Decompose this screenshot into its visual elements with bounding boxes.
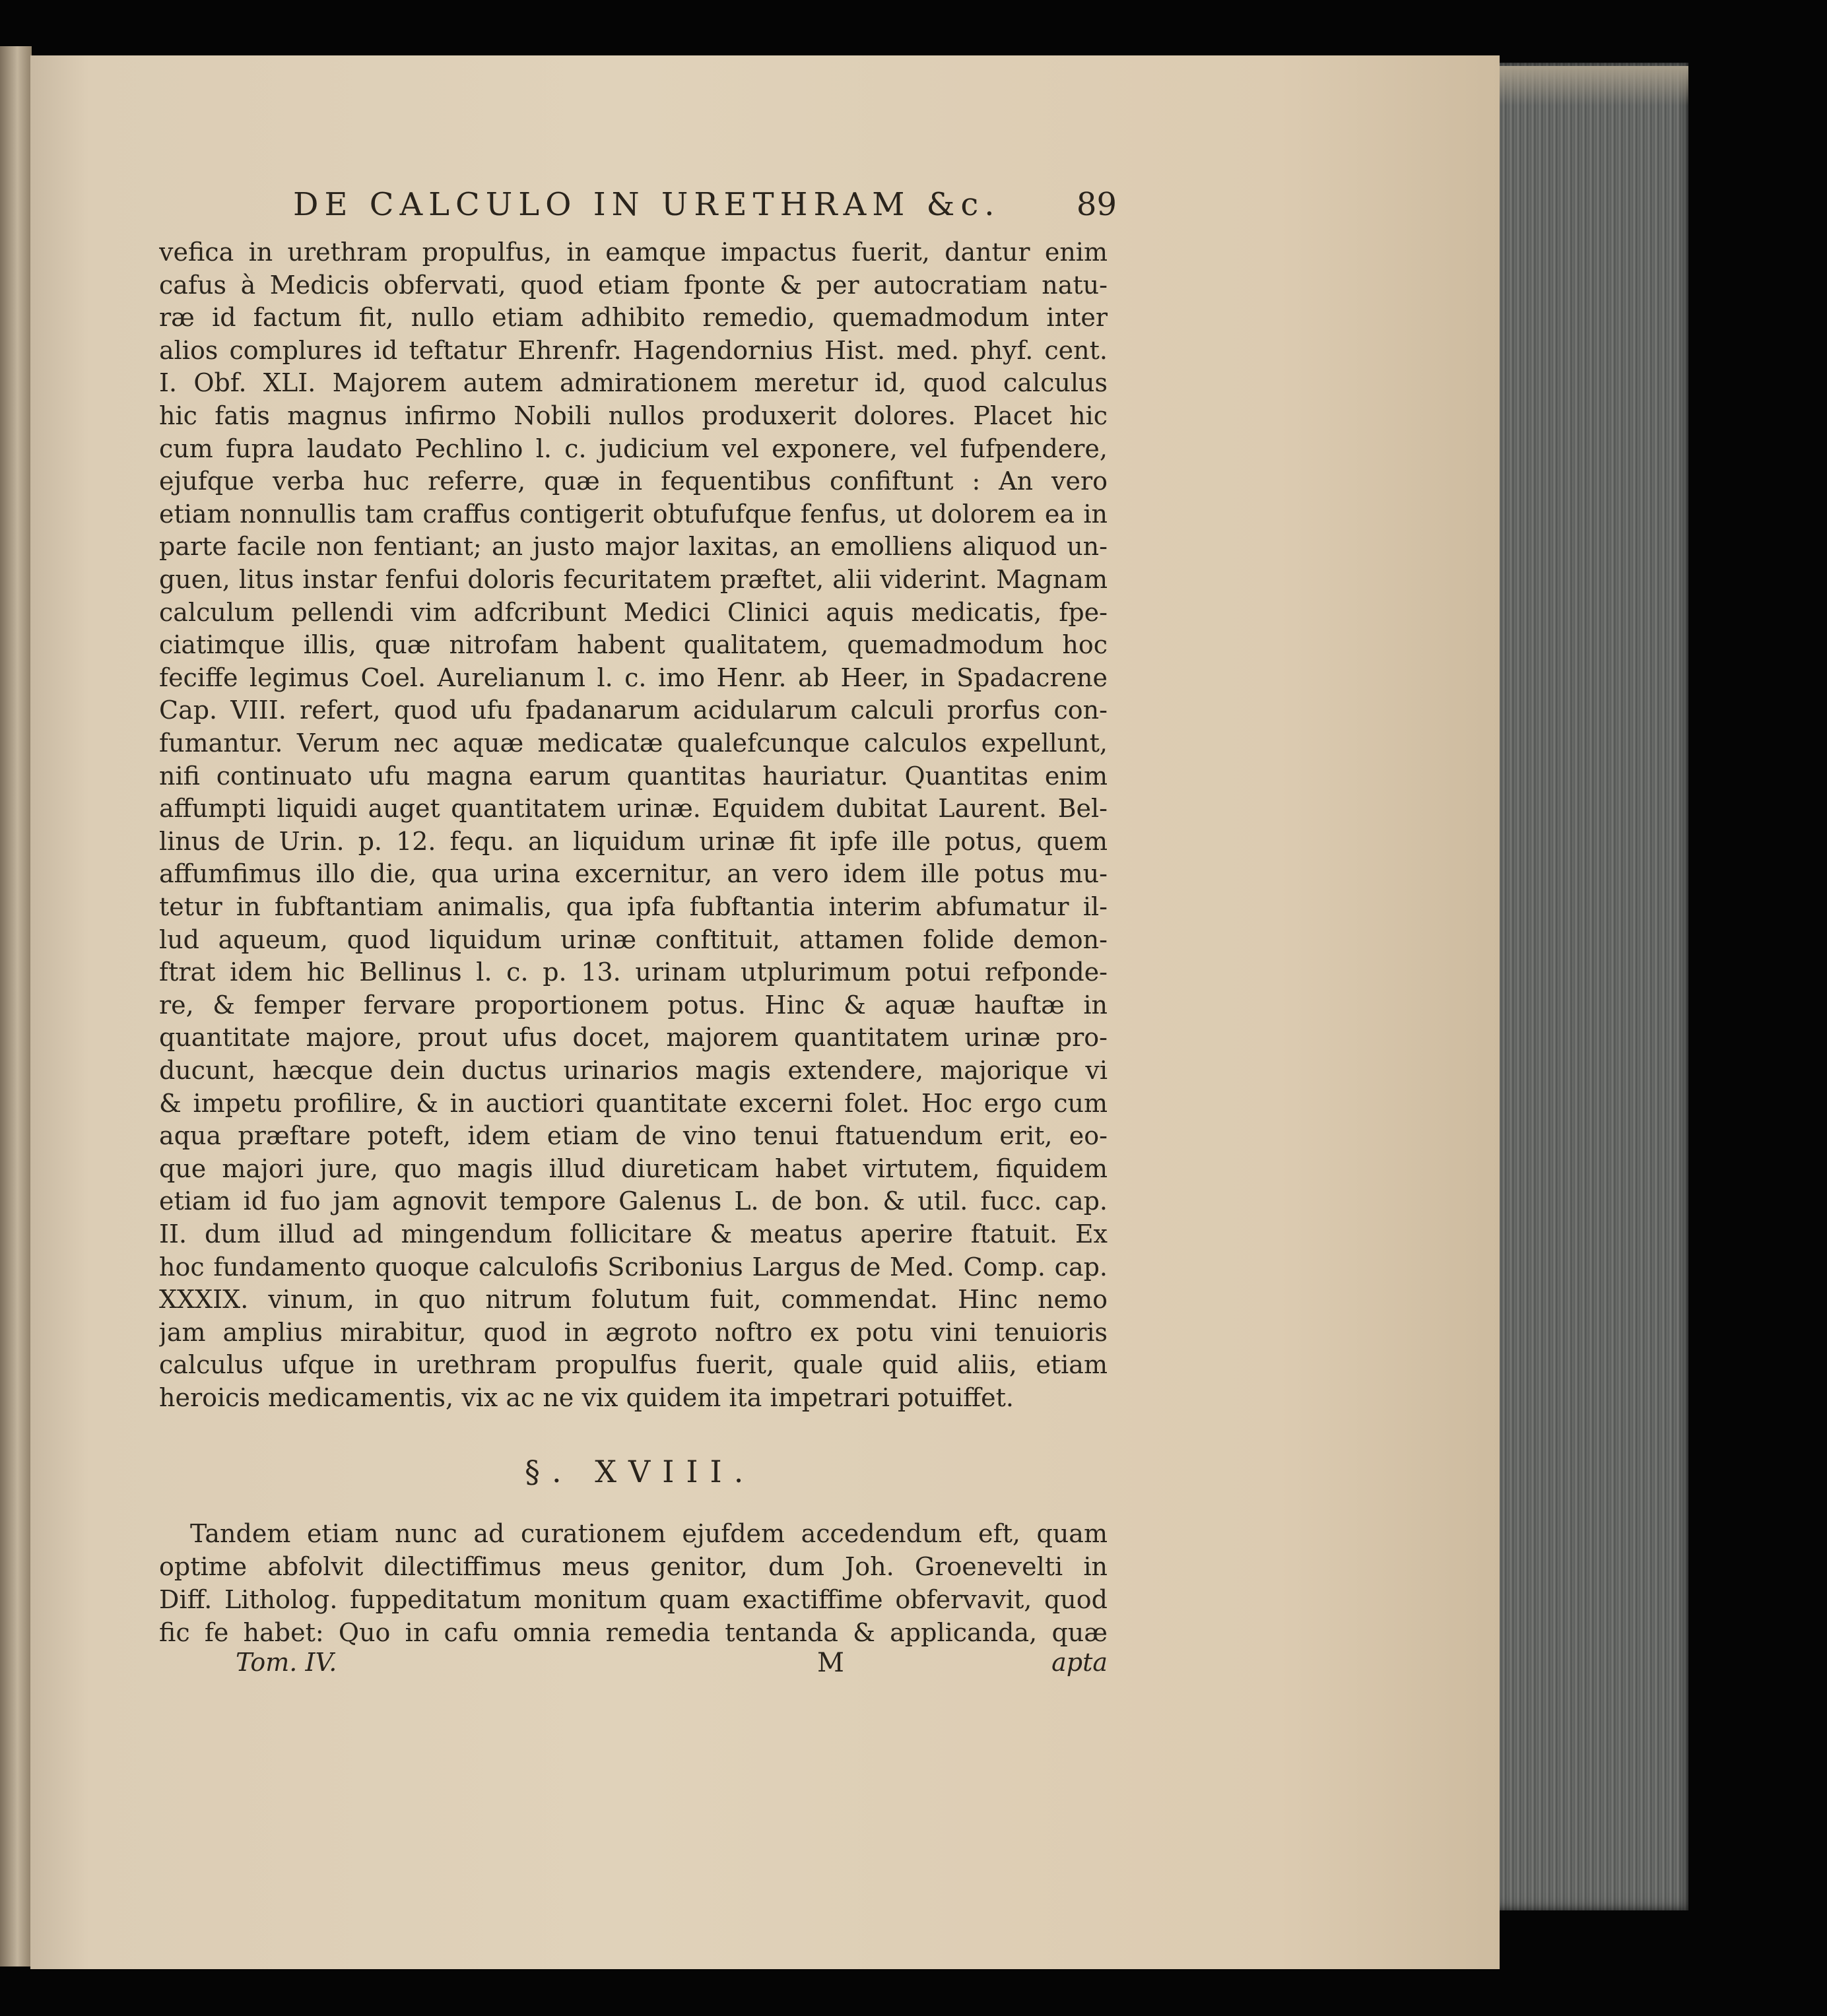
body-line: hic fatis magnus infirmo Nobili nullos produxerit dolores. Placet hic <box>159 401 1108 430</box>
body-line: vefica in urethram propulfus, in eamque impactus fuerit, dantur enim <box>159 238 1108 267</box>
body-line: ræ id factum fit, nullo etiam adhibito remedio, quemadmodum inter <box>159 303 1108 333</box>
left-page-edge <box>0 46 32 1967</box>
running-title: DE CALCULO IN URETHRAM &c. <box>293 186 1001 223</box>
section-heading: §. XVIII. <box>525 1454 756 1489</box>
book-fore-edge-highlight <box>1490 66 1688 106</box>
body-line: etiam nonnullis tam craffus contigerit obtufufque fenfus, ut dolorem ea in <box>159 499 1108 529</box>
body-line: & impetu profilire, & in auctiori quantitate excerni folet. Hoc ergo cum <box>159 1088 1108 1118</box>
body-line: cafus à Medicis obfervati, quod etiam fponte & per autocratiam natu- <box>159 270 1108 300</box>
body-line: alios complures id teftatur Ehrenfr. Hagendornius Hist. med. phyf. cent. <box>159 335 1108 365</box>
body-line: aqua præftare poteft, idem etiam de vino tenui ftatuendum erit, eo- <box>159 1121 1108 1151</box>
body-line: parte facile non fentiant; an justo major laxitas, an emolliens aliquod un- <box>159 532 1108 562</box>
body-line: II. dum illud ad mingendum follicitare & meatus aperire ftatuit. Ex <box>159 1219 1108 1249</box>
body-line: hoc fundamento quoque calculofis Scribonius Largus de Med. Comp. cap. <box>159 1252 1108 1282</box>
page-header <box>293 186 1117 228</box>
catchword: apta <box>1051 1648 1108 1677</box>
body-line: tetur in fubftantiam animalis, qua ipfa fubftantia interim abfumatur il- <box>159 892 1108 921</box>
body-line: ducunt, hæcque dein ductus urinarios magis extendere, majorique vi <box>159 1056 1108 1085</box>
body-line: quantitate majore, prout ufus docet, majorem quantitatem urinæ pro- <box>159 1023 1108 1053</box>
body-line: re, & femper fervare proportionem potus. Hinc & aquæ hauftæ in <box>159 990 1108 1020</box>
body-line: ftrat idem hic Bellinus l. c. p. 13. urinam utplurimum potui refponde- <box>159 958 1108 987</box>
page-number: 89 <box>1076 186 1117 223</box>
volume-mark: Tom. IV. <box>236 1648 337 1677</box>
body-line: calculus ufque in urethram propulfus fuerit, quale quid aliis, etiam <box>159 1350 1108 1380</box>
body-line: etiam id fuo jam agnovit tempore Galenus L. de bon. & util. fucc. cap. <box>159 1187 1108 1216</box>
body-line: ciatimque illis, quæ nitrofam habent qualitatem, quemadmodum hoc <box>159 630 1108 660</box>
section-line: Diff. Litholog. fuppeditatum monitum quam exactiffime obfervavit, quod <box>159 1585 1108 1614</box>
body-line: ejufque verba huc referre, quæ in fequentibus confiftunt : An vero <box>159 467 1108 496</box>
body-line: que majori jure, quo magis illud diureticam habet virtutem, fiquidem <box>159 1154 1108 1183</box>
body-line: guen, litus instar fenfui doloris fecuritatem præftet, alii viderint. Magnam <box>159 565 1108 594</box>
section-line: optime abfolvit dilectiffimus meus genitor, dum Joh. Groenevelti in <box>159 1552 1108 1581</box>
book-fore-edge <box>1484 63 1688 1910</box>
body-line: affumfimus illo die, qua urina excernitur, an vero idem ille potus mu- <box>159 859 1108 889</box>
body-line: linus de Urin. p. 12. fequ. an liquidum urinæ fit ipfe ille potus, quem <box>159 826 1108 856</box>
body-line: jam amplius mirabitur, quod in ægroto noftro ex potu vini tenuioris <box>159 1317 1108 1347</box>
body-line: fumantur. Verum nec aquæ medicatæ qualefcunque calculos expellunt, <box>159 729 1108 758</box>
signature-mark: M <box>817 1648 844 1678</box>
body-line: cum fupra laudato Pechlino l. c. judicium vel exponere, vel fufpendere, <box>159 434 1108 463</box>
body-line: XXXIX. vinum, in quo nitrum folutum fuit, commendat. Hinc nemo <box>159 1285 1108 1315</box>
body-line: Cap. VIII. refert, quod ufu fpadanarum acidularum calculi prorfus con- <box>159 696 1108 725</box>
body-line: nifi continuato ufu magna earum quantitas hauriatur. Quantitas enim <box>159 761 1108 791</box>
section-line: Tandem etiam nunc ad curationem ejufdem accedendum eft, quam <box>190 1519 1108 1548</box>
body-line: heroicis medicamentis, vix ac ne vix quidem ita impetrari potuiffet. <box>159 1383 1014 1412</box>
body-line: calculum pellendi vim adfcribunt Medici Clinici aquis medicatis, fpe- <box>159 597 1108 627</box>
section-line: fic fe habet: Quo in cafu omnia remedia tentanda & applicanda, quæ <box>159 1618 1108 1647</box>
body-line: feciffe legimus Coel. Aurelianum l. c. imo Henr. ab Heer, in Spadacrene <box>159 663 1108 692</box>
body-line: lud aqueum, quod liquidum urinæ conftituit, attamen folide demon- <box>159 925 1108 954</box>
body-line: I. Obf. XLI. Majorem autem admirationem meretur id, quod calculus <box>159 368 1108 398</box>
body-line: affumpti liquidi auget quantitatem urinæ. Equidem dubitat Laurent. Bel- <box>159 794 1108 824</box>
